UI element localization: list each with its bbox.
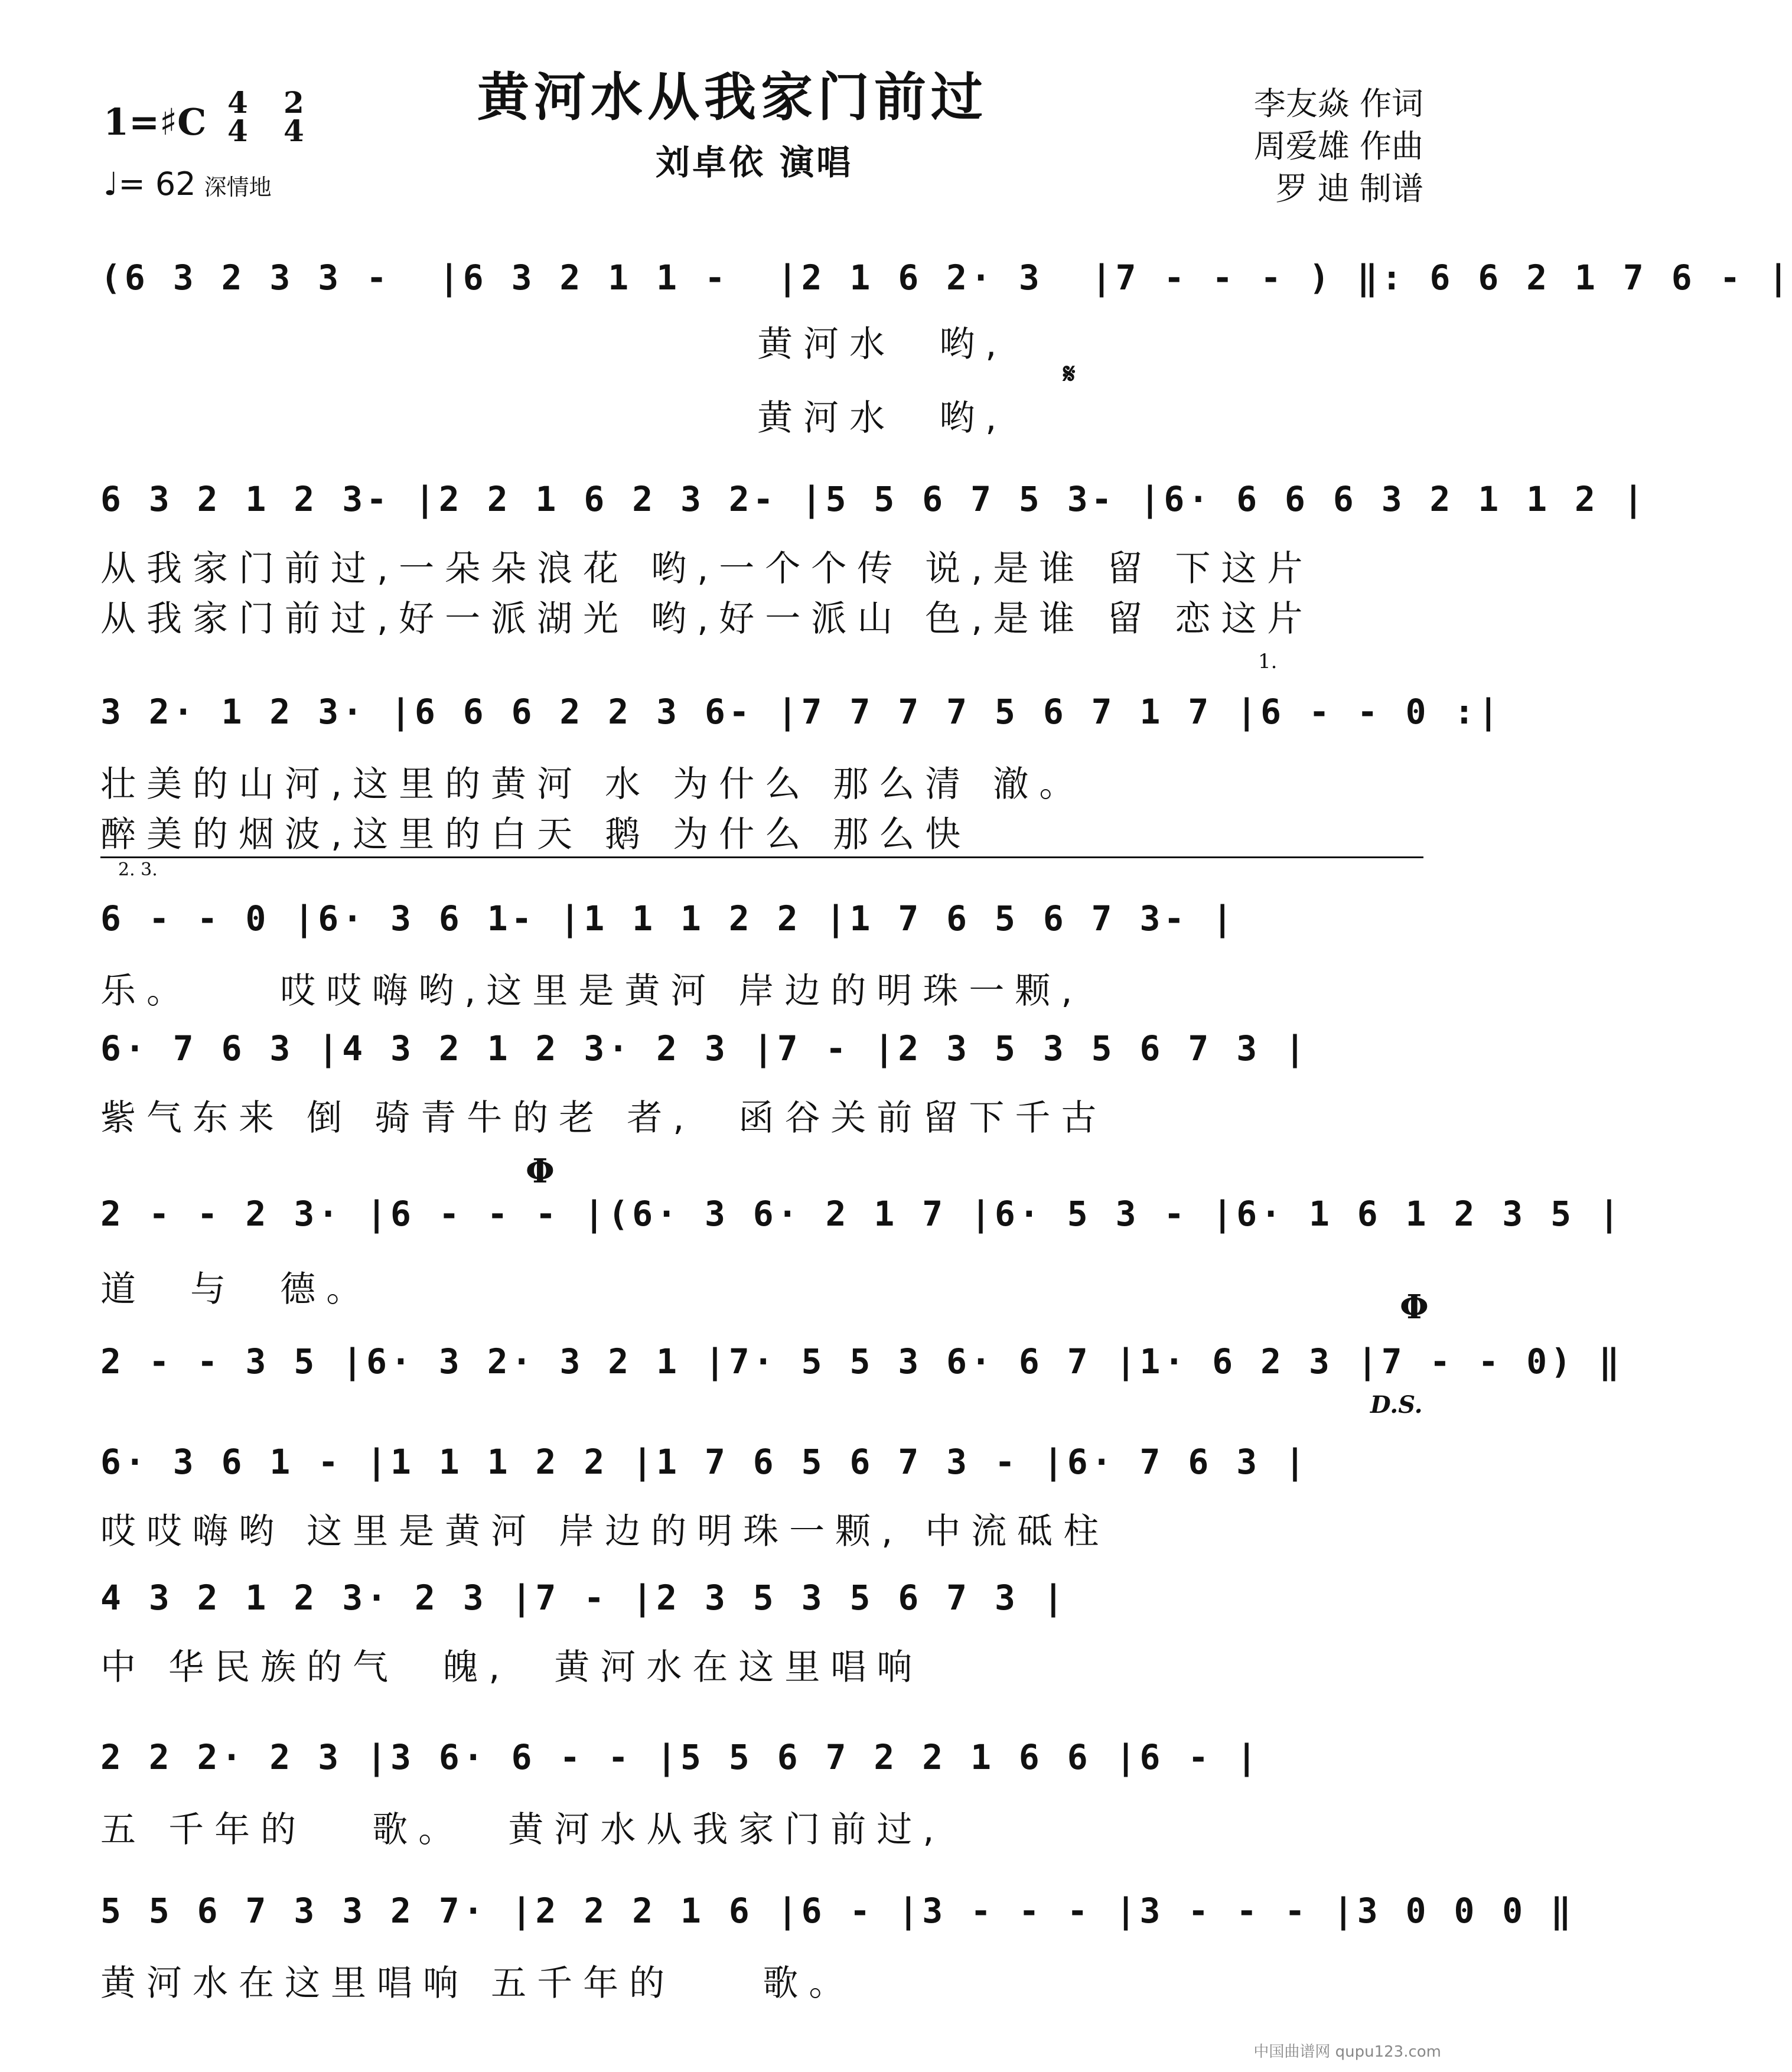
lyric-line: 道 与 德。 <box>100 1269 373 1310</box>
singer-credit: 刘卓依 演唱 <box>656 142 853 183</box>
coda-sign-end: Φ <box>1400 1288 1429 1327</box>
score-system-5 <box>100 1016 1423 1152</box>
time-sig-2-bottom: 4 <box>284 113 304 148</box>
score-system-2 <box>100 467 1647 644</box>
ds-marking: D.S. <box>1370 1391 1423 1419</box>
lyricist-credit: 李友焱 作词 <box>1253 85 1423 122</box>
credits-block <box>1254 83 1423 210</box>
expression-text: 深情地 <box>204 174 272 200</box>
tempo-value: ♩= 62 <box>103 165 196 203</box>
lyric-verse-1: 从我家门前过,一朵朵浪花 哟,一个个传 说,是谁 留 下这片 <box>100 548 1314 589</box>
notation-line: 2 - - 2 3· |6 - - - |(6· 3 6· 2 1 7 |6· 5 3 - |6· 1 6 1 2 3 5 | <box>100 1194 1623 1234</box>
notation-line: (6 3 2 3 3 - |6 3 2 1 1 - |2 1 6 2· 3 |7 - - - ) ‖: 6 6 2 1 7 6 - | <box>100 258 1792 298</box>
key-signature: 1=♯C <box>103 100 207 144</box>
composer-credit: 周爱雄 作曲 <box>1253 128 1423 165</box>
segno-sign: 𝄋 <box>1063 357 1076 390</box>
notation-line: 6 3 2 1 2 3- |2 2 1 6 2 3 2- |5 5 6 7 5 3- |6· 6 6 6 3 2 1 1 2 | <box>100 479 1647 519</box>
lyric-line: 黄河水在这里唱响 五千年的 歌。 <box>100 1963 855 2004</box>
lyric-verse-2: 黄河水 哟, <box>100 398 1008 439</box>
volta-1: 1. <box>1258 650 1278 673</box>
score-system-10 <box>100 1725 1423 1866</box>
notation-line: 2 2 2· 2 3 |3 6· 6 - - |5 5 6 7 2 2 1 6 6 |6 - | <box>100 1737 1261 1777</box>
lyric-verse-1: 黄河水 哟, <box>100 324 1008 365</box>
lyric-line: 乐。 哎哎嗨哟,这里是黄河 岸边的明珠一颗, <box>100 970 1083 1012</box>
tempo-marking <box>103 165 272 203</box>
score-system-4 <box>100 856 1423 1012</box>
watermark-footer: 中国曲谱网 qupu123.com <box>1253 2043 1441 2061</box>
time-sig-1-bottom: 4 <box>227 113 248 148</box>
lyric-verse-2: 醉美的烟波,这里的白天 鹅 为什么 那么快 <box>100 814 972 855</box>
lyric-line: 五 千年的 歌。 黄河水从我家门前过, <box>100 1809 945 1851</box>
lyric-verse-1: 壮美的山河,这里的黄河 水 为什么 那么清 澈。 <box>100 764 1086 805</box>
time-sig-1-top: 4 <box>227 85 248 120</box>
notation-line: 4 3 2 1 2 3· 2 3 |7 - |2 3 5 3 5 6 7 3 | <box>100 1578 1067 1618</box>
volta-bracket <box>100 856 1423 858</box>
volta-2-3: 2. 3. <box>118 859 158 880</box>
notation-line: 5 5 6 7 3 3 2 7· |2 2 2 1 6 |6 - |3 - - - |3 - - - |3 0 0 0 ‖ <box>100 1891 1575 1931</box>
notation-line: 2 - - 3 5 |6· 3 2· 3 2 1 |7· 5 5 3 6· 6 7 |1· 6 2 3 |7 - - 0) ‖ <box>100 1341 1623 1382</box>
score-system-7 <box>100 1288 1623 1429</box>
score-system-1 <box>100 245 1792 440</box>
score-system-8 <box>100 1429 1423 1565</box>
time-signature-1 <box>227 85 248 148</box>
time-signature-2 <box>284 85 304 148</box>
lyric-line: 紫气东来 倒 骑青牛的老 者, 函谷关前留下千古 <box>100 1097 1107 1139</box>
notation-line: 6· 7 6 3 |4 3 2 1 2 3· 2 3 |7 - |2 3 5 3 5 6 7 3 | <box>100 1028 1309 1068</box>
arranger-credit: 罗 迪 制谱 <box>1275 170 1423 207</box>
score-system-11 <box>100 1878 1575 2032</box>
coda-sign: Φ <box>526 1152 555 1191</box>
song-title: 黄河水从我家门前过 <box>477 66 988 128</box>
lyric-line: 中 华民族的气 魄, 黄河水在这里唱响 <box>100 1647 923 1688</box>
score-system-9 <box>100 1565 1423 1701</box>
notation-line: 3 2· 1 2 3· |6 6 6 2 2 3 6- |7 7 7 7 5 6 7 1 7 |6 - - 0 :| <box>100 692 1503 732</box>
notation-line: 6· 3 6 1 - |1 1 1 2 2 |1 7 6 5 6 7 3 - |6· 7 6 3 | <box>100 1442 1309 1482</box>
score-system-3 <box>100 650 1503 855</box>
lyric-verse-2: 从我家门前过,好一派湖光 哟,好一派山 色,是谁 留 恋这片 <box>100 598 1314 640</box>
notation-line: 6 - - 0 |6· 3 6 1- |1 1 1 2 2 |1 7 6 5 6 7 3- | <box>100 898 1237 939</box>
time-sig-2-top: 2 <box>284 85 304 120</box>
lyric-line: 哎哎嗨哟 这里是黄河 岸边的明珠一颗, 中流砥柱 <box>100 1511 1110 1552</box>
